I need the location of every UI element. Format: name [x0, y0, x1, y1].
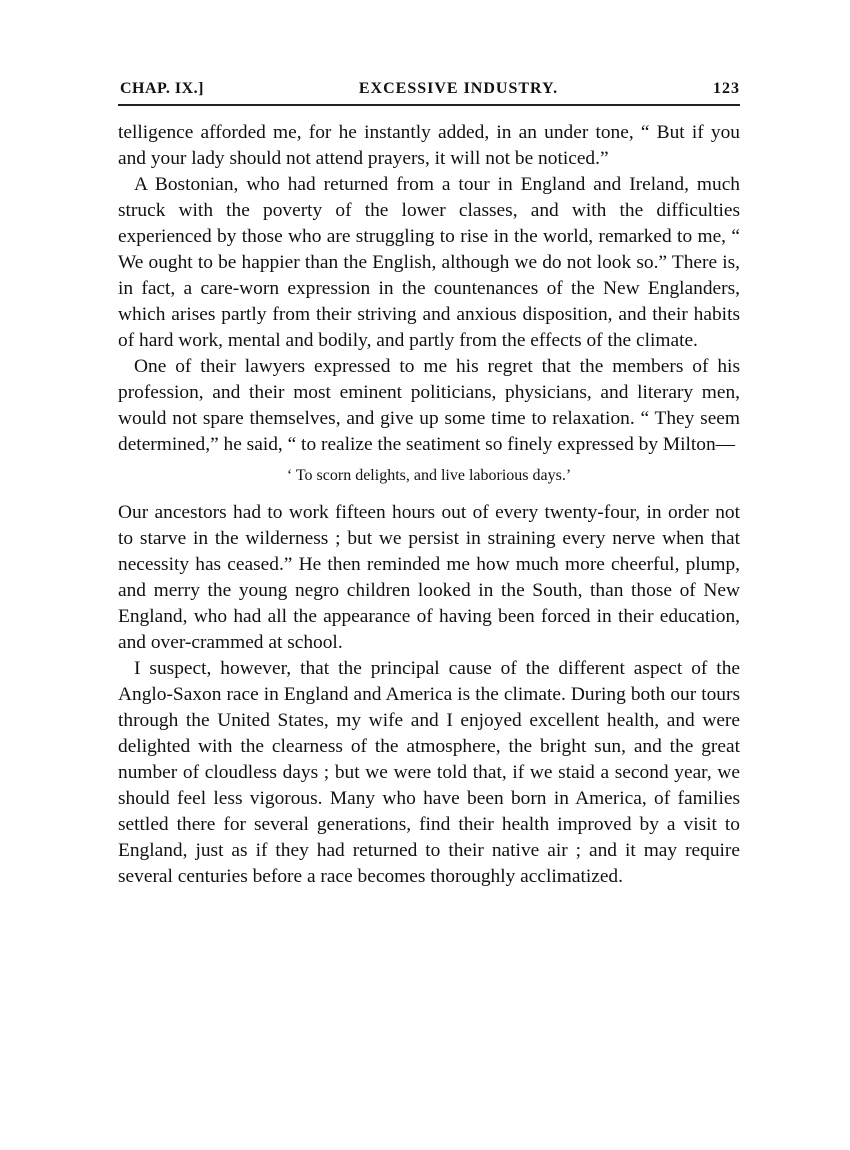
paragraph-bostonian: A Bostonian, who had returned from a tour in England and Ireland, much struck with the poverty of the lower classes, and with the difficulties experienced by those who are struggling to rise in the world, remarked to me, “ We ought to be happier than the English, although we do not look so.” There is, in fact, a care-worn expression in the countenances of the New Englanders, which arises partly from their striving and anxious disposition, and their habits of hard work, mental and bodily, and partly from the effects of the climate.	[118, 174, 740, 351]
running-head	[118, 80, 740, 106]
paragraph-continuation: telligence afforded me, for he instantly added, in an under tone, “ But if you and your lady should not attend prayers, it will not be noticed.”	[118, 122, 740, 169]
paragraph-ancestors: Our ancestors had to work fifteen hours out of every twenty-four, in order not to starve in the wilderness ; but we persist in straining every nerve when that necessity has ceased.” He then reminded me how much more cheerful, plump, and merry the young negro children looked in the South, than those of New England, who had all the appearance of having been forced in their education, and over-crammed at school.	[118, 502, 740, 653]
paragraph-lawyers: One of their lawyers expressed to me his regret that the members of his profession, and their most eminent politicians, physicians, and literary men, would not spare themselves, and give up some time to relaxation. “ They seem determined,” he said, “ to realize the seatiment so finely expressed by Milton—	[118, 356, 740, 455]
page-number: 123	[713, 80, 740, 97]
running-title: EXCESSIVE INDUSTRY.	[358, 80, 559, 97]
paragraph-climate: I suspect, however, that the principal cause of the different aspect of the Anglo-Saxon race in England and America is the climate. During both our tours through the United States, my wife and I enjoyed excellent health, and were delighted with the clearness of the atmosphere, the bright sun, and the great number of cloudless days ; but we were told that, if we staid a second year, we should feel less vigorous. Many who have been born in America, of families settled there for several generations, find their health improved by a visit to England, just as if they had returned to their native air ; and it may require several centuries before a race becomes thoroughly acclimatized.	[118, 658, 740, 887]
milton-quote: ‘ To scorn delights, and live laborious days.’	[286, 467, 572, 484]
body-text	[118, 120, 740, 890]
book-page	[118, 80, 740, 890]
chapter-label: CHAP. IX.]	[120, 80, 204, 97]
